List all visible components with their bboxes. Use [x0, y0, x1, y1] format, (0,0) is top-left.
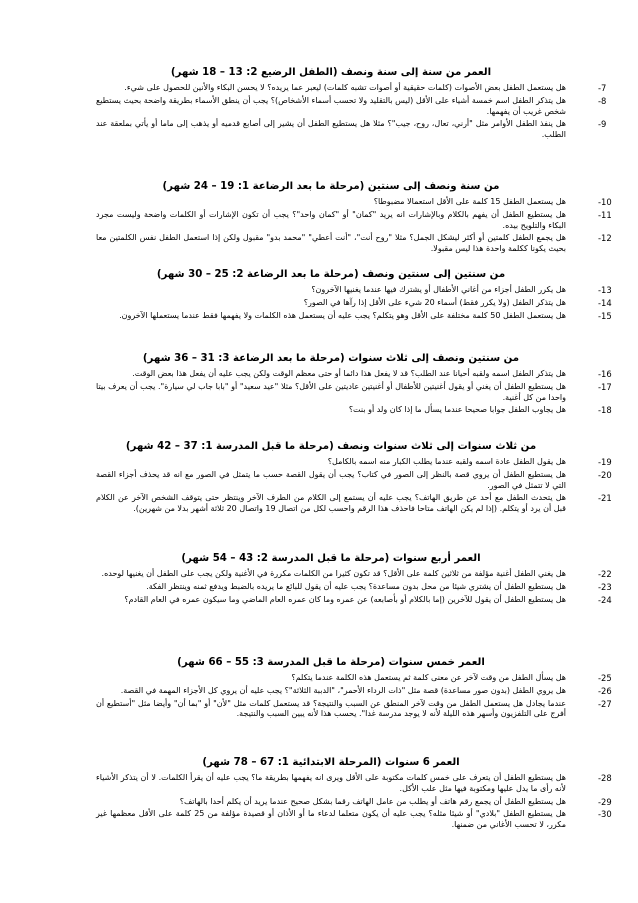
item-number: -18 — [598, 405, 612, 416]
item-text: هل يتذكر الطفل اسم خمسة أشياء على الأقل (ليس بالتقليد ولا تحسب أسماء الأشخاص)؟ يجب أن ينطق الأسماء بطريقة واضحة بحيث يستطيع شخص غريب أن يفهمها. — [96, 95, 566, 116]
item-number: -9 — [598, 119, 607, 130]
item-text: هل يتحدث الطفل مع أحد عن طريق الهاتف؟ يجب عليه أن يستمع إلى الكلام من الطرف الآخر وينتظر حتى يتوقف الشخص الآخر عن الكلام قبل أن يرد أو يتكلم. (إذا لم يكن الهاتف متاحا فاحذف هذا الرقم واحسب لكل من اتصال 19 واتصال 20 ثلاثة أشهر بدلا من شهرين). — [96, 493, 566, 514]
item-number: -28 — [598, 773, 612, 783]
list-item — [96, 310, 612, 322]
item-number: -19 — [598, 457, 612, 467]
item-text: هل يستطيع الطفل أن يقول للآخرين (إما بالكلام أو بأصابعه) عن عمره وما كان عمره العام الماضي وما سيكون عمره في العام القادم؟ — [124, 594, 566, 604]
list-item — [96, 233, 612, 255]
list-item — [96, 569, 612, 580]
list-item — [96, 773, 612, 795]
list-item — [96, 405, 612, 416]
list-item — [96, 809, 612, 831]
item-text: هل يستعمل الطفل بعض الأصوات (كلمات حقيقية أو أصوات تشبه كلمات) ليعبر عما يريده؟ لا يحسن البكاء والأنين للحصول على شيء. — [124, 83, 566, 92]
section-age-4y — [96, 552, 612, 607]
list-item — [96, 197, 612, 208]
item-text: هل يكرر الطفل أجزاء من أغاني الأطفال أو يشترك فيها عندما يغنيها الآخرون؟ — [311, 285, 566, 294]
section-age-1-5y — [96, 180, 612, 257]
item-number: -20 — [598, 469, 612, 480]
item-text: هل يستطيع الطفل أن يروي قصة بالنظر إلى الصور في كتاب؟ يجب أن يقول القصة حسب ما يتمثل في الصور مع انه قد يحذف أجزاء القصة التي لا تتمثل في الصور. — [96, 469, 566, 490]
list-item — [96, 381, 612, 404]
item-number: -23 — [598, 581, 612, 592]
section-age-1y — [96, 66, 607, 143]
item-number: -15 — [598, 310, 612, 321]
list-item — [96, 673, 612, 684]
item-number: -29 — [598, 796, 612, 807]
item-number: -12 — [598, 233, 612, 244]
list-item — [96, 457, 612, 468]
item-number: -10 — [598, 197, 612, 207]
item-number: -8 — [598, 95, 607, 106]
item-text: هل يروي الطفل (بدون صور مساعدة) قصة مثل "ذات الرداء الأحمر"، "الدببة الثلاثة"؟ يجب عليه أن يروي كل الأجزاء المهمة في القصة. — [120, 685, 566, 695]
item-text: هل ينفذ الطفل الأوامر مثل "أرني، تعال، روح، جيب"؟ مثلا هل يستطيع الطفل أن يشير إلى أصابع قدميه أو يذهب إلى ماما أو يأتي بملعقة عند الطلب. — [96, 119, 566, 140]
section-age-3y — [96, 440, 612, 517]
item-text: هل يستعمل الطفل 15 كلمة على الأقل استعمالا مضبوطا؟ — [373, 197, 566, 206]
item-number: -17 — [598, 381, 612, 392]
section-heading: من سنة ونصف إلى سنتين (مرحلة ما بعد الرضاعة 1: 19 – 24 شهر) — [162, 181, 500, 192]
item-text: هل يستطيع الطفل "بلادي" أو شيئا مثله؟ يجب عليه أن يكون متعلما لدعاء ما أو الأذان أو قصيدة مؤلفة من 25 كلمة على الأقل معظمها غير مكرر، لا تحسب الأغاني من ضمنها. — [96, 809, 566, 830]
list-item — [96, 369, 612, 380]
section-heading: العمر من سنة إلى سنة ونصف (الطفل الرضيع 2: 13 – 18 شهر) — [170, 67, 492, 78]
item-text: هل يتذكر الطفل (ولا يكرر فقط) أسماء 20 شيء على الأقل إذا رآها في الصور؟ — [303, 297, 566, 307]
list-item — [96, 685, 612, 697]
list-item — [96, 297, 612, 309]
item-number: -30 — [598, 809, 612, 820]
section-heading: من ثلاث سنوات إلى ثلاث سنوات ونصف (مرحلة ما قبل المدرسة 1: 37 – 42 شهر) — [125, 441, 537, 452]
section-heading: من سنتين إلى سنتين ونصف (مرحلة ما بعد الرضاعة 2: 25 – 30 شهر) — [156, 269, 506, 280]
list-item — [96, 493, 612, 515]
item-text: هل يجمع الطفل كلمتين أو أكثر ليشكل الجمل؟ مثلا "روح أنت"، "أنت أعطي" "محمد بدو" مقبول ولكن إذا استعمل الطفل نفس الكلمتين معا بحيث يكونا ككلمة واحدة هذا ليس مقبولا. — [96, 233, 566, 254]
list-item — [96, 469, 612, 492]
section-age-5y — [96, 656, 612, 722]
item-text: هل يستطيع الطفل أن يشتري شيئا من محل بدون مساعدة؟ يجب عليه أن يقول للبائع ما يريده بالضبط ويدفع ثمنه وينتظر الفكة. — [146, 581, 566, 591]
section-heading: العمر 6 سنوات (المرحلة الابتدائية 1: 67 – 78 شهر) — [202, 757, 460, 768]
list-item — [96, 95, 607, 118]
item-text: هل يستعمل الطفل 50 كلمة مختلفة على الأقل وهو يتكلم؟ يجب عليه أن يستعمل هذه الكلمات ولا يفهمها فقط عندما يستعملها الآخرون. — [119, 310, 566, 320]
section-heading: العمر خمس سنوات (مرحلة ما قبل المدرسة 3: 55 – 66 شهر) — [177, 657, 485, 668]
section-heading: العمر أربع سنوات (مرحلة ما قبل المدرسة 2: 43 – 54 شهر) — [181, 553, 481, 564]
item-number: -11 — [598, 209, 612, 220]
item-number: -14 — [598, 297, 612, 308]
section-age-6y — [96, 756, 612, 833]
item-number: -27 — [598, 698, 612, 709]
item-text: هل يسأل الطفل من وقت لآخر عن معنى كلمة ثم يستعمل هذه الكلمة عندما يتكلم؟ — [291, 673, 566, 682]
item-text: هل يتذكر الطفل اسمه ولقبه أحيانا عند الطلب؟ قد لا يفعل هذا دائما أو حتى معظم الوقت ولكن يجب عليه أن يفعل هذا بعض الوقت. — [132, 369, 566, 378]
list-item — [96, 209, 612, 232]
item-number: -26 — [598, 685, 612, 696]
item-text: هل يستطيع الطفل أن يجمع رقم هاتف أو يطلب من عامل الهاتف رقما بشكل صحيح عندما يريد أن يكلم أحدا بالهاتف؟ — [179, 796, 566, 806]
item-text: هل يغني الطفل أغنية مؤلفة من ثلاثين كلمة على الأقل؟ قد تكون كثيرا من الكلمات مكررة في الأغنية ولكن يجب على الطفل أن يغنيها لوحده. — [101, 569, 566, 578]
item-number: -25 — [598, 673, 612, 683]
item-text: هل يقول الطفل عادة اسمه ولقبه عندما يطلب الكبار منه اسمه بالكامل؟ — [327, 457, 566, 466]
item-number: -22 — [598, 569, 612, 579]
item-text: هل يجاوب الطفل جوابا صحيحا عندما يسأل ما إذا كان ولد أو بنت؟ — [348, 405, 566, 415]
list-item — [96, 581, 612, 593]
section-heading: من سنتين ونصف إلى ثلاث سنوات (مرحلة ما بعد الرضاعة 3: 31 – 36 شهر) — [142, 353, 520, 364]
list-item — [96, 594, 612, 606]
list-item — [96, 83, 607, 94]
item-text: هل يستطيع الطفل أن يفهم بالكلام وبالإشارات انه يريد "كمان" أو "كمان واحد"؟ يجب أن تكون الإشارات أو الكلمات واضحة وليست مجرد البكاء والتلويح بيده. — [96, 209, 566, 230]
section-age-2y — [96, 268, 612, 323]
item-text: عندما يجادل هل يستعمل الطفل من وقت لآخر المنطق عن السبب والنتيجة؟ قد يستعمل كلمات مثل "لأن" أو "بما أن" وأيضا مثل "أستطيع أن أفرج على التلفزيون وأسهر هذه الليلة لأنه لا يوجد مدرسة غدا". يحسب هذا لأنه يبين السبب والنتيجة. — [96, 698, 566, 719]
item-number: -16 — [598, 369, 612, 379]
item-number: -7 — [598, 83, 607, 93]
item-number: -21 — [598, 493, 612, 504]
item-number: -24 — [598, 594, 612, 605]
list-item — [96, 698, 612, 721]
item-number: -13 — [598, 285, 612, 295]
section-age-2-5y — [96, 352, 612, 418]
list-item — [96, 796, 612, 808]
item-text: هل يستطيع الطفل أن يتعرف على خمس كلمات مكتوبة على الأقل ويرى انه يفهمها بطريقة ما؟ يجب عليه أن يقرأ الكلمات. لا أن يتذكر الأشياء لأنه رأى ما يدل عليها ومكتوبة فيها مثل علب الأكل. — [96, 773, 566, 793]
item-text: هل يستطيع الطفل أن يغني أو يقول أغنيتين للأطفال أو أغنيتين عاديتين على الأقل؟ مثلا "عيد سعيد" أو "بابا جاب لي سيارة". يجب أن يعرف بيتا واحدا من كل أغنية. — [96, 381, 566, 402]
list-item — [96, 119, 607, 141]
list-item — [96, 285, 612, 296]
